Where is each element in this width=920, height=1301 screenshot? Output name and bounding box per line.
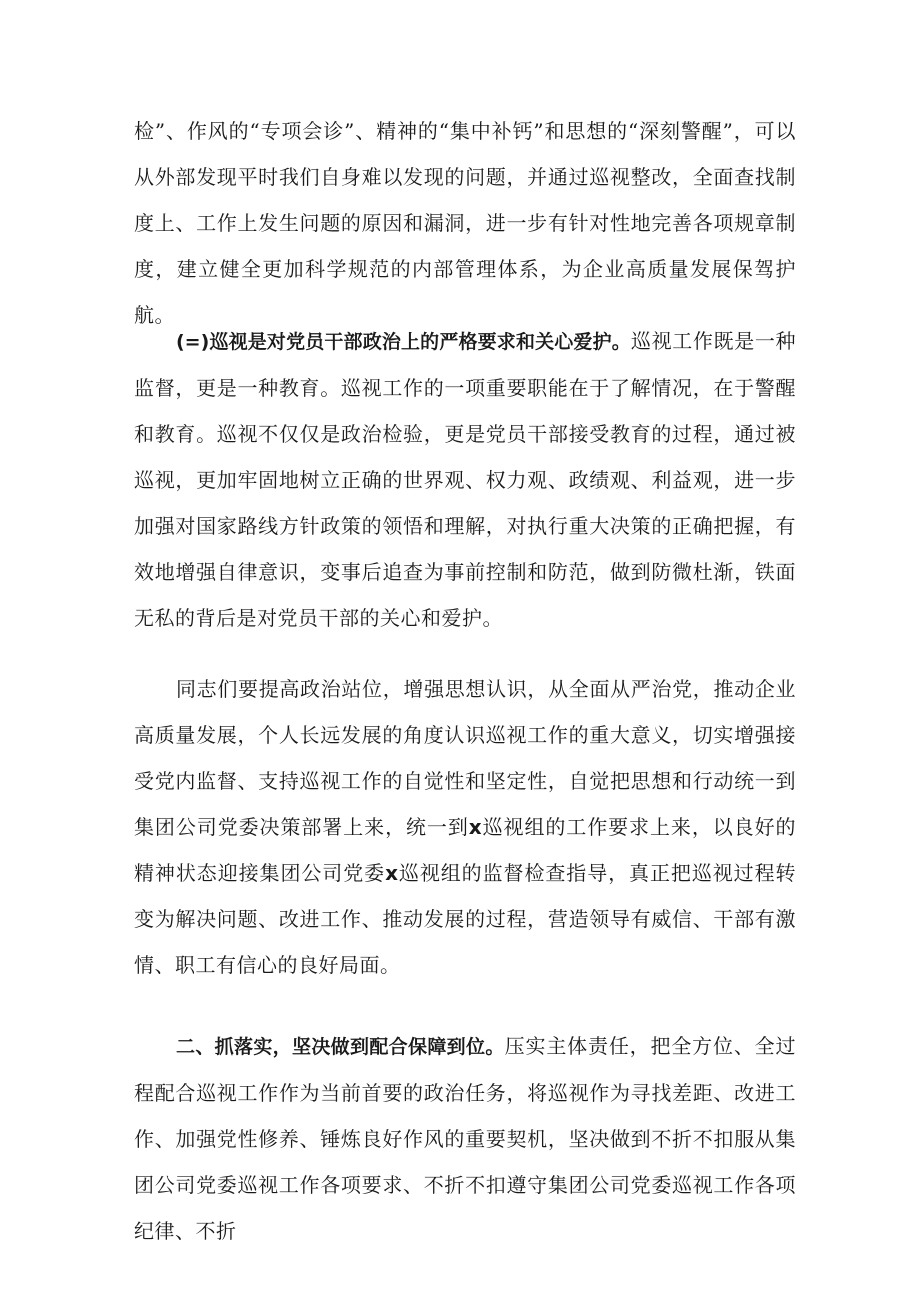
paragraph-segment: 同志们要提高政治站位，增强思想认识，从全面从严治党，推动企业高质量发展，个人长远发展的角度认识巡视工作的重大意义，切实增强接受党内监督、支持巡视工作的自觉性和坚定性，自觉把思想和行动统一到集团公司党委决策部署上来，统一到 <box>134 677 796 839</box>
paragraph-implementation <box>134 1023 796 1254</box>
placeholder-x: x <box>468 815 483 839</box>
paragraph-body: 巡视工作既是一种监督，更是一种教育。巡视工作的一项重要职能在于了解情况，在于警醒和教育。巡视不仅仅是政治检验，更是党员干部接受教育的过程，通过被巡视，更加牢固地树立正确的世界观、权力观、政绩观、利益观，进一步加强对国家路线方针政策的领悟和理解，对执行重大决策的正确把握，有效地增强自律意识，变事后追查为事前控制和防范，做到防微杜渐，铁面无私的背后是对党员干部的关心和爱护。 <box>134 329 797 630</box>
paragraph-body: 压实主体责任，把全方位、全过程配合巡视工作作为当前首要的政治任务，将巡视作为寻找差距、改进工作、加强党性修养、锤炼良好作风的重要契机，坚决做到不折不扣服从集团公司党委巡视工作各项要求、不折不扣遵守集团公司党委巡视工作各项纪律、不折 <box>134 1034 796 1243</box>
paragraph-segment: 巡视组的工作要求上来，以良好的精神状态迎接集团公司党委 <box>134 815 797 885</box>
paragraph-continuation: 检”、作风的“专项会诊”、精神的“集中补钙”和思想的“深刻警醒”，可以从外部发现平时我们自身难以发现的问题，并通过巡视整改，全面查找制度上、工作上发生问题的原因和漏洞，进一步有针对性地完善各项规章制度，建立健全更加科学规范的内部管理体系，为企业高质量发展保驾护航。 <box>134 119 796 327</box>
paragraph-segment: 巡视组的监督检查指导，真正把巡视过程转变为解决问题、改进工作、推动发展的过程，营造领导有威信、干部有激情、职工有信心的良好局面。 <box>134 861 797 977</box>
placeholder-x: x <box>385 861 399 885</box>
paragraph-comrades <box>134 666 796 988</box>
section-heading-2: (=)巡视是对党员干部政治上的严格要求和关心爱护。 <box>176 331 631 353</box>
paragraph-inspection-education <box>134 318 796 641</box>
section-heading-implementation: 二、抓落实，坚决做到配合保障到位。 <box>176 1036 505 1058</box>
